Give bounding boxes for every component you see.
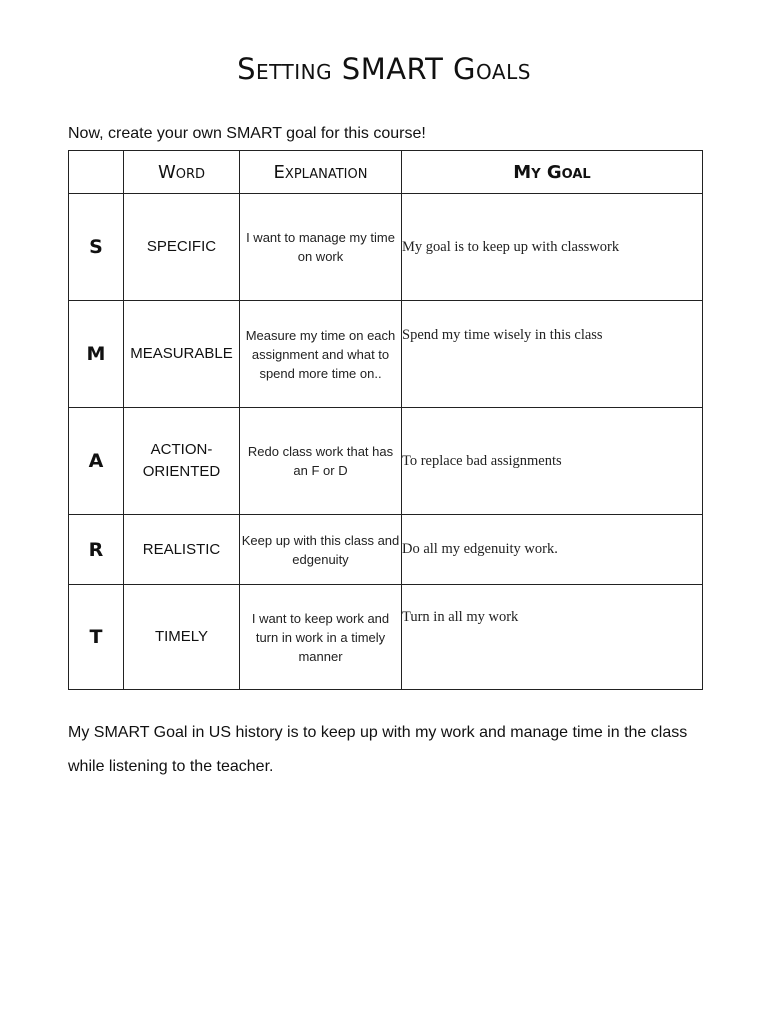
row-goal: Do all my edgenuity work. <box>402 515 703 585</box>
table-header-row <box>69 151 703 194</box>
row-word: ACTION-ORIENTED <box>124 408 240 515</box>
table-row-timely <box>69 585 703 690</box>
instruction-text: Now, create your own SMART goal for this course! <box>68 125 426 142</box>
page-title: Setting SMART Goals <box>237 52 531 86</box>
header-word: Word <box>124 151 240 194</box>
header-my-goal: My Goal <box>402 151 703 194</box>
row-goal: To replace bad assignments <box>402 408 703 515</box>
table-row-specific <box>69 194 703 301</box>
row-word: SPECIFIC <box>124 194 240 301</box>
table-row-action-oriented <box>69 408 703 515</box>
row-goal-text: Spend my time wisely in this class <box>402 327 603 343</box>
row-explanation: Keep up with this class and edgenuity <box>240 515 402 585</box>
row-letter: M <box>69 301 124 408</box>
row-word: REALISTIC <box>124 515 240 585</box>
row-letter: S <box>69 194 124 301</box>
row-goal-text: Turn in all my work <box>402 609 519 625</box>
table-row-measurable <box>69 301 703 408</box>
smart-goals-table <box>68 150 703 690</box>
row-explanation: I want to manage my time on work <box>240 194 402 301</box>
row-word: TIMELY <box>124 585 240 690</box>
row-explanation: Measure my time on each assignment and what to spend more time on.. <box>240 301 402 408</box>
row-letter: R <box>69 515 124 585</box>
row-word: MEASURABLE <box>124 301 240 408</box>
row-goal <box>402 301 703 408</box>
row-explanation: Redo class work that has an F or D <box>240 408 402 515</box>
row-goal <box>402 585 703 690</box>
row-letter: A <box>69 408 124 515</box>
row-explanation: I want to keep work and turn in work in a timely manner <box>240 585 402 690</box>
row-letter: T <box>69 585 124 690</box>
table-row-realistic <box>69 515 703 585</box>
row-goal: My goal is to keep up with classwork <box>402 194 703 301</box>
header-explanation: Explanation <box>240 151 402 194</box>
smart-goal-summary: My SMART Goal in US history is to keep up with my work and manage time in the class while listening to the teacher. <box>68 724 688 775</box>
header-letter <box>69 151 124 194</box>
